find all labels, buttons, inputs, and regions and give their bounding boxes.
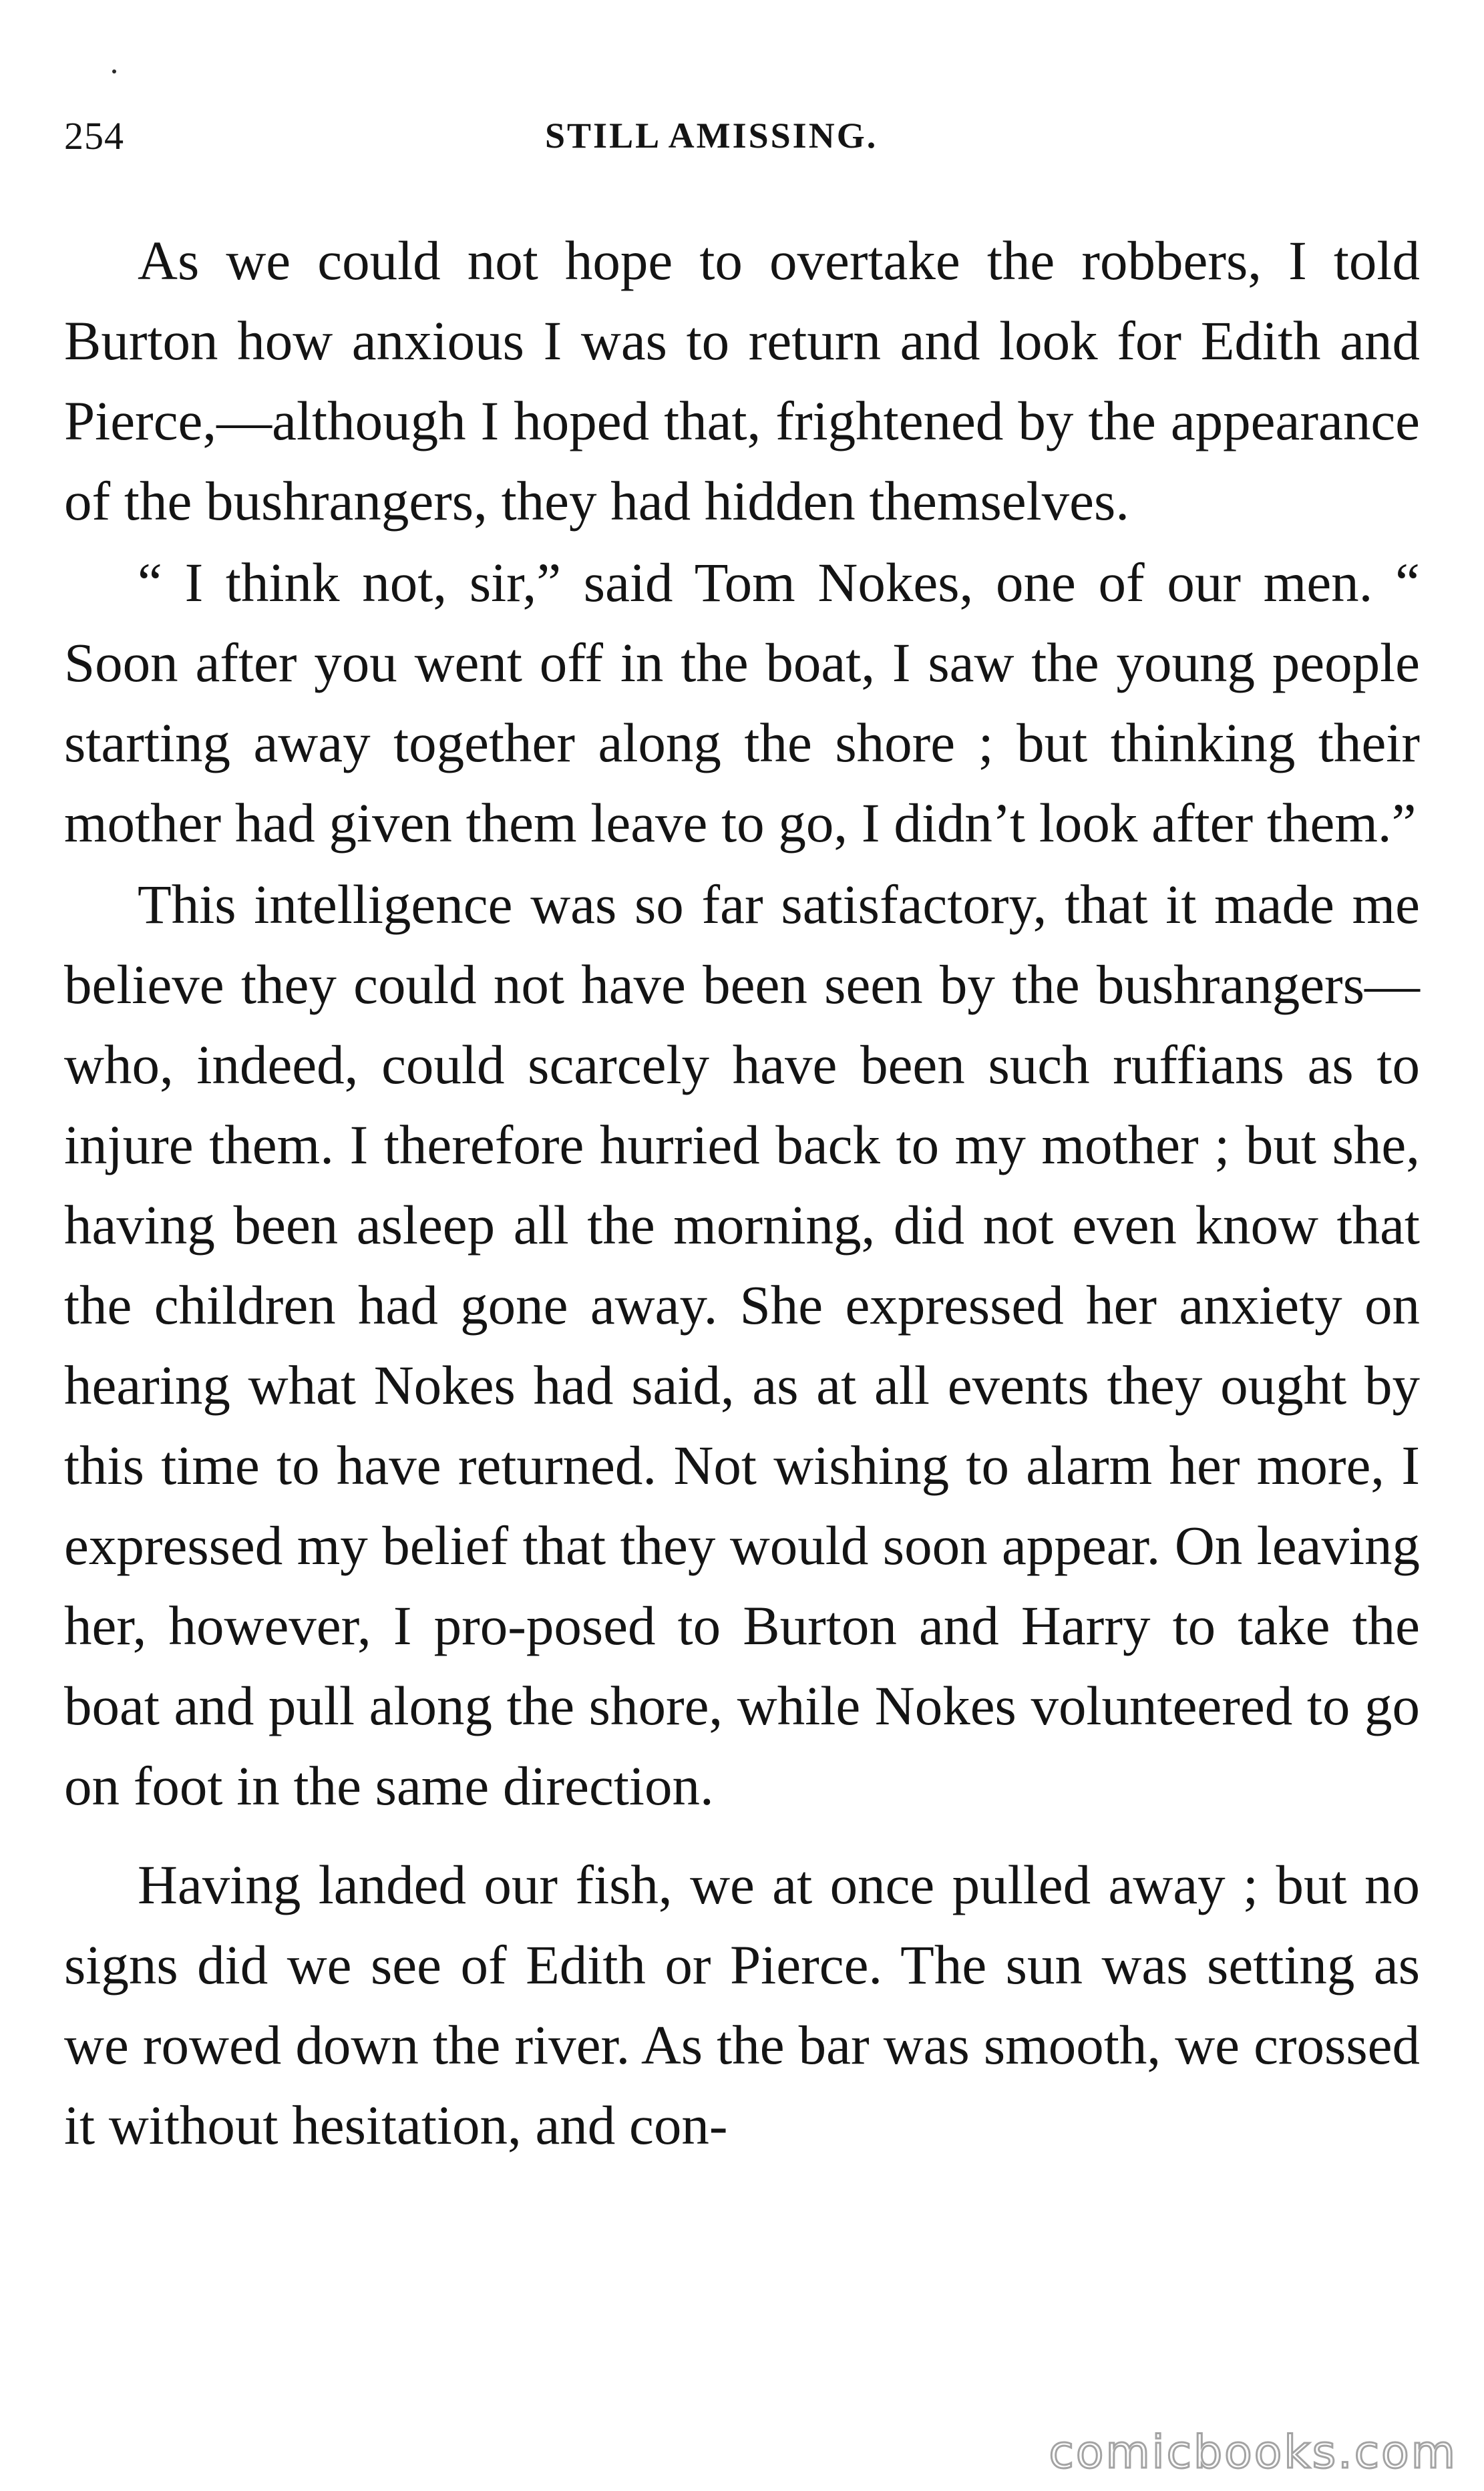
watermark: comicbooks.com <box>1049 2426 1457 2479</box>
paragraph: “ I think not, sir,” said Tom Nokes, one of our men. “ Soon after you went off in the boat, I saw the young people starting away together along the shore ; but thinking their mother had given them leave to go, I didn’t look after them.” <box>64 552 1420 853</box>
print-speck <box>112 69 116 73</box>
paragraph: Having landed our fish, we at once pulled away ; but no signs did we see of Edith or Pierce. The sun was setting as we rowed down the river. As the bar was smooth, we crossed it without hesitation, and con- <box>64 1854 1420 2156</box>
body-text <box>64 220 1420 2165</box>
paragraph: This intelligence was so far satisfactory, that it made me believe they could not have been seen by the bushrangers—who, indeed, could scarcely have been such ruffians as to injure them. I therefore hurried back to my mother ; but she, having been asleep all the morning, did not even know that the children had gone away. She expressed her anxiety on hearing what Nokes had said, as at all events they ought by this time to have returned. Not wishing to alarm her more, I expressed my belief that they would soon appear. On leaving her, however, I pro-posed to Burton and Harry to take the boat and pull along the shore, while Nokes volunteered to go on foot in the same direction. <box>64 874 1420 1816</box>
page-number: 254 <box>64 114 124 158</box>
paragraph: As we could not hope to overtake the robbers, I told Burton how anxious I was to return and look for Edith and Pierce,—although I hoped that, frightened by the appearance of the bushrangers, they had hidden themselves. <box>64 230 1420 532</box>
running-title: STILL AMISSING. <box>545 116 878 156</box>
running-head <box>64 114 1420 160</box>
